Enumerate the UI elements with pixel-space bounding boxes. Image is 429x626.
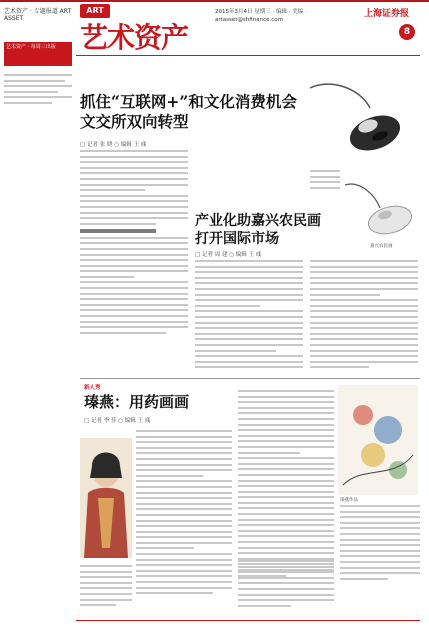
- sidebar-red-box: 艺术资产 · 每周三出版: [4, 42, 72, 66]
- feature-headline: 瑧燕：用药画画: [84, 393, 190, 411]
- upper-right-col: [310, 170, 340, 192]
- second-headline-line2: 打开国际市场: [195, 231, 279, 247]
- feature-col-1: [136, 430, 232, 598]
- page-number: 8: [399, 24, 415, 40]
- lead-headline-line2: 文交所双向转型: [80, 112, 189, 131]
- feature-byline: □ 记者 李 佳 ○ 编辑 王 彧: [84, 418, 151, 424]
- photo-caption: 嘉兴农民画: [370, 244, 393, 249]
- portrait-painting-image: [80, 438, 132, 558]
- art-badge: ART: [80, 4, 110, 18]
- lead-col-1: [80, 150, 188, 337]
- top-rule: [0, 0, 429, 2]
- bottom-rule: [76, 620, 420, 621]
- second-headline: [195, 212, 335, 248]
- feature-col-1b: [80, 565, 132, 610]
- feature-col-3: [340, 505, 420, 583]
- mouse-photo: [300, 78, 410, 163]
- computer-mouse-icon: [300, 78, 410, 163]
- section-divider: [80, 378, 420, 379]
- abstract-painting-image: [338, 385, 418, 495]
- lead-headline-line1: 抓住“互联网+”和文化消费机会: [80, 92, 297, 111]
- portrait-painting: [80, 438, 132, 558]
- feature-caption: 瑧燕作品: [340, 498, 358, 503]
- sidebar-text: [4, 74, 72, 108]
- lead-byline: □ 记者 张 晓 ○ 编辑 王 彧: [80, 142, 147, 148]
- paper-name: 上海证券报: [364, 9, 410, 19]
- feature-col-2: [238, 390, 334, 580]
- computer-mouse-icon: [340, 180, 420, 240]
- header-info: 2015年3月4日 星期三 · 编辑 · 美编 · artasset@shfinance.com: [215, 9, 307, 23]
- feature-col-2b: [238, 560, 334, 610]
- second-headline-line1: 产业化助嘉兴农民画: [195, 213, 321, 229]
- abstract-painting: [338, 385, 418, 495]
- mouse-photo-2: [340, 180, 420, 240]
- second-col-2: [310, 260, 418, 372]
- header-rule: [76, 55, 420, 56]
- section-title: 艺术资产: [80, 21, 189, 54]
- feature-tag: 新人秀: [84, 385, 101, 391]
- second-byline: □ 记者 周 建 ○ 编辑 王 彧: [195, 252, 262, 258]
- corner-label: 艺术资产 · 专题报道 ART ASSET: [4, 8, 72, 22]
- second-col-1: [195, 260, 303, 372]
